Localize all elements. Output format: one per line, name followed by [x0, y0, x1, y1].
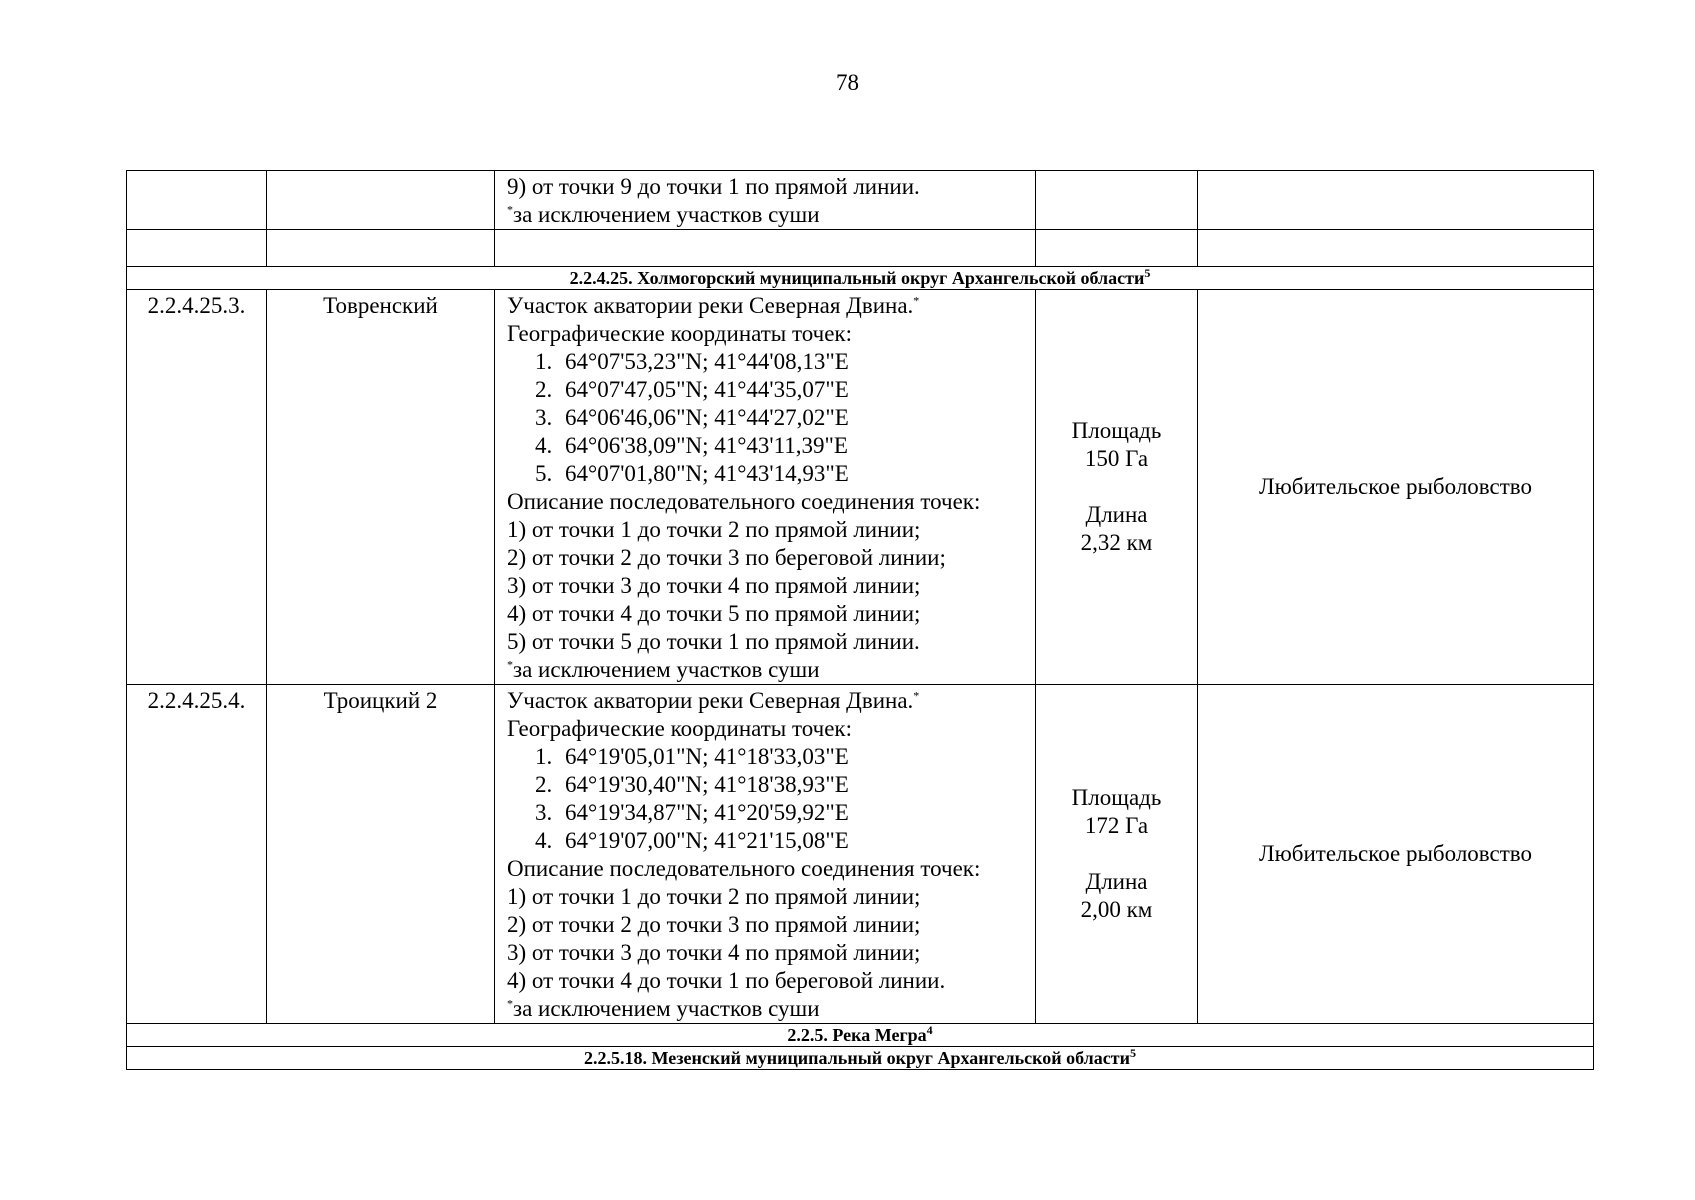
area-intro: Участок акватории реки Северная Двина.*	[507, 293, 920, 318]
area-label: Площадь	[1071, 418, 1162, 443]
area-intro: Участок акватории реки Северная Двина.*	[507, 688, 920, 713]
description-cell	[495, 290, 1036, 685]
area-label: Площадь	[1071, 785, 1162, 810]
segment-line: 9) от точки 9 до точки 1 по прямой линии.	[507, 174, 920, 199]
purpose-cell: Любительское рыболовство	[1198, 685, 1594, 1024]
section-heading-row	[127, 267, 1594, 290]
area-number: 2.2.4.25.4.	[127, 685, 267, 1024]
segment-line: 4) от точки 4 до точки 1 по береговой линии.	[507, 968, 946, 993]
description-cell	[495, 171, 1036, 230]
land-exclusion-note: *за исключением участков суши	[507, 657, 820, 682]
table-row	[127, 171, 1594, 230]
connection-label: Описание последовательного соединения точек:	[507, 856, 981, 881]
land-exclusion-note: *за исключением участков суши	[507, 996, 820, 1021]
number-cell	[127, 171, 267, 230]
coordinate-item: 2. 64°07'47,05"N; 41°44'35,07"E	[535, 377, 849, 402]
coordinate-item: 4. 64°19'07,00"N; 41°21'15,08"E	[535, 828, 849, 853]
coordinate-item: 1. 64°07'53,23"N; 41°44'08,13"E	[535, 349, 849, 374]
area-name: Товренский	[267, 290, 495, 685]
connection-label: Описание последовательного соединения точек:	[507, 489, 981, 514]
table-row	[127, 685, 1594, 1024]
size-cell	[1036, 290, 1198, 685]
segment-line: 3) от точки 3 до точки 4 по прямой линии;	[507, 940, 921, 965]
segment-line: 5) от точки 5 до точки 1 по прямой линии.	[507, 629, 920, 654]
coordinate-item: 2. 64°19'30,40"N; 41°18'38,93"E	[535, 772, 849, 797]
length-label: Длина	[1085, 869, 1148, 894]
coordinate-item: 1. 64°19'05,01"N; 41°18'33,03"E	[535, 744, 849, 769]
area-number: 2.2.4.25.3.	[127, 290, 267, 685]
size-cell	[1036, 685, 1198, 1024]
length-value: 2,32 км	[1080, 530, 1153, 555]
segment-line: 1) от точки 1 до точки 2 по прямой линии;	[507, 884, 921, 909]
segment-line: 2) от точки 2 до точки 3 по береговой линии;	[507, 545, 946, 570]
coordinate-item: 3. 64°06'46,06"N; 41°44'27,02"E	[535, 405, 849, 430]
coordinate-item: 4. 64°06'38,09"N; 41°43'11,39"E	[535, 433, 848, 458]
section-heading: 2.2.5. Река Мегра$^4$	[127, 1024, 1594, 1047]
area-value: 150 Га	[1084, 446, 1149, 471]
section-heading-row	[127, 1047, 1594, 1070]
fishing-areas-table	[126, 170, 1594, 1070]
segment-line: 4) от точки 4 до точки 5 по прямой линии;	[507, 601, 921, 626]
area-value: 172 Га	[1084, 813, 1149, 838]
description-cell	[495, 685, 1036, 1024]
purpose-cell: Любительское рыболовство	[1198, 290, 1594, 685]
size-cell	[1036, 171, 1198, 230]
coordinates-list	[507, 743, 1025, 855]
segment-line: 1) от точки 1 до точки 2 по прямой линии;	[507, 517, 921, 542]
length-label: Длина	[1085, 502, 1148, 527]
length-value: 2,00 км	[1080, 897, 1153, 922]
section-heading-row	[127, 1024, 1594, 1047]
coords-label: Географические координаты точек:	[507, 716, 852, 741]
coordinate-item: 3. 64°19'34,87"N; 41°20'59,92"E	[535, 800, 849, 825]
page-number: 78	[836, 70, 859, 95]
segment-line: 2) от точки 2 до точки 3 по прямой линии;	[507, 912, 921, 937]
table-row	[127, 290, 1594, 685]
coordinate-item: 5. 64°07'01,80"N; 41°43'14,93"E	[535, 461, 849, 486]
section-heading: 2.2.5.18. Мезенский муниципальный округ Архангельской области$^5$	[127, 1047, 1594, 1070]
segment-line: 3) от точки 3 до точки 4 по прямой линии;	[507, 573, 921, 598]
land-exclusion-note: *за исключением участков суши	[507, 202, 820, 227]
name-cell	[267, 171, 495, 230]
coords-label: Географические координаты точек:	[507, 321, 852, 346]
section-heading: 2.2.4.25. Холмогорский муниципальный округ Архангельской области$^5$	[127, 267, 1594, 290]
purpose-cell	[1198, 171, 1594, 230]
table-row	[127, 230, 1594, 267]
area-name: Троицкий 2	[267, 685, 495, 1024]
coordinates-list	[507, 348, 1025, 488]
